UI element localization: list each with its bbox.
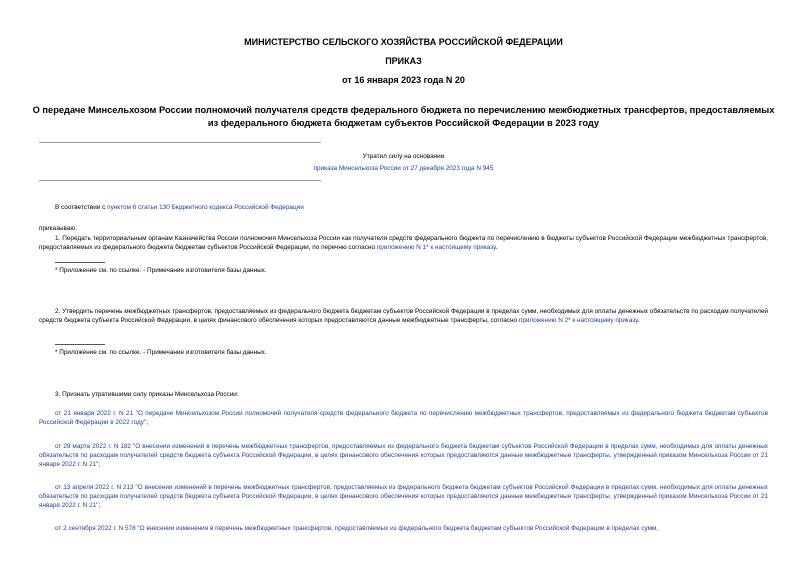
footnote-2: * Приложение см. по ссылке. - Примечание изготовителя базы данных.: [55, 349, 267, 356]
budget-code-link[interactable]: пунктом 6 статьи 130 Бюджетного кодекса Российской Федерации: [107, 204, 304, 211]
list-item-tail: ;: [98, 461, 101, 468]
order-word: приказываю:: [39, 225, 77, 232]
item-1-paragraph: [39, 234, 768, 252]
list-item: [39, 524, 768, 533]
item-1-text: 1. Передать территориальным органам Казначейства России полномочия Минсельхоза России как получателя средств федерального бюджета по перечислению в бюджеты субъектов Российской Федерации межбюджетных трансфертов, предоставляемых из федерального бюджета бюджетам субъектов Российской Федерации, по перечню согласно: [39, 235, 768, 251]
preamble-text: В соответствии с: [55, 204, 108, 211]
ministry-heading: МИНИСТЕРСТВО СЕЛЬСКОГО ХОЗЯЙСТВА РОССИЙСКОЙ ФЕДЕРАЦИИ: [244, 37, 563, 47]
document-type: ПРИКАЗ: [385, 56, 422, 66]
footnote-2-rule: [55, 344, 105, 345]
status-top-rule: [39, 142, 321, 143]
appendix-1-link[interactable]: приложению N 1* к настоящему приказу: [376, 244, 496, 251]
list-item-tail: ;: [98, 502, 101, 509]
list-item: [39, 409, 768, 427]
repealed-order-link-3[interactable]: от 13 апреля 2022 г. N 213 "О внесении изменений в перечень межбюджетных трансфертов, предоставляемых из федерального бюджета бюджетам субъектов Российской Федерации в пределах сумм, необходимых для оплаты денежных обязательств по расходам получателей средств бюджета субъекта Российской Федерации, в целях финансового обеспечения которых предоставляются данные межбюджетные трансферты, утвержденный приказом Минсельхоза России от 21 января 2022 г. N 21": [39, 484, 768, 509]
item-1-tail: .: [495, 244, 498, 251]
item-2-tail: .: [637, 317, 640, 324]
list-item-tail: ;: [146, 419, 149, 426]
list-item: [39, 442, 768, 469]
document-date-number: от 16 января 2023 года N 20: [342, 75, 465, 85]
footnote-1-rule: [55, 262, 105, 263]
status-note-text: Утратил силу на основании: [362, 153, 445, 160]
status-bottom-rule: [39, 180, 321, 181]
preamble-paragraph: [39, 203, 768, 212]
repealed-order-link-4[interactable]: от 2 сентября 2022 г. N 578 "О внесении изменения в перечень межбюджетных трансфертов, предоставляемых из федерального бюджета бюджетам субъектов Российской Федерации в пределах сумм,: [55, 525, 659, 532]
item-3-paragraph: 3. Признать утратившими силу приказы Минсельхоза России:: [55, 391, 239, 398]
repeal-order-link[interactable]: приказа Минсельхоза России от 27 декабря 2023 года N 945: [313, 165, 494, 172]
status-note: [250, 151, 557, 175]
footnote-1: * Приложение см. по ссылке. - Примечание изготовителя базы данных.: [55, 267, 267, 274]
repealed-order-link-2[interactable]: от 29 марта 2022 г. N 182 "О внесении изменений в перечень межбюджетных трансфертов, предоставляемых из федерального бюджета бюджетам субъектов Российской Федерации в пределах сумм, необходимых для оплаты денежных обязательств по расходам получателей средств бюджета субъекта Российской Федерации, в целях финансового обеспечения которых предоставляются данные межбюджетные трансферты, утвержденный приказом Минсельхоза России от 21 января 2022 г. N 21": [39, 443, 768, 468]
document-title: О передаче Минсельхозом России полномочий получателя средств федерального бюджета по перечислению межбюджетных трансфертов, предоставляемых из федерального бюджета бюджетам субъектов Российской Федерации в 2023 году: [32, 105, 775, 128]
list-item: [39, 483, 768, 510]
item-2-paragraph: [39, 307, 768, 325]
repealed-order-link-1[interactable]: от 21 января 2022 г. N 21 "О передаче Минсельхозом России полномочий получателя средств федерального бюджета по перечислению межбюджетных трансфертов, предоставляемых из федерального бюджета бюджетам субъектов Российской Федерации в 2022 году": [39, 410, 768, 426]
item-2-text: 2. Утвердить перечень межбюджетных трансфертов, предоставляемых из федерального бюджета бюджетам субъектов Российской Федерации в пределах сумм, необходимых для оплаты денежных обязательств по расходам получателей средств бюджета субъекта Российской Федерации, в целях финансового обеспечения которых предоставляются данные межбюджетные трансферты, согласно: [39, 308, 768, 324]
appendix-2-link[interactable]: приложению N 2* к настоящему приказу: [518, 317, 638, 324]
